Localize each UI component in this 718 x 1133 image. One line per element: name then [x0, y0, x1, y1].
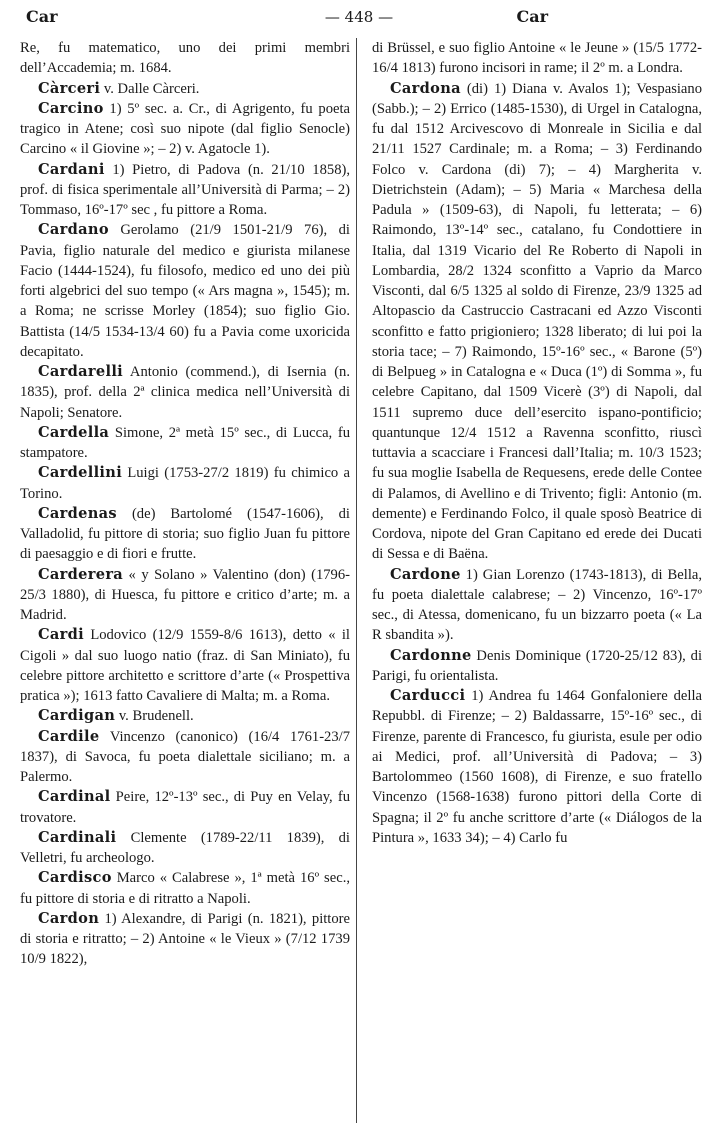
entry-headword: Cardinali — [38, 828, 117, 846]
entry-text: Simone, 2ª metà 15º sec., di Lucca, fu stampatore. — [20, 424, 350, 461]
entry-headword: Cardani — [38, 160, 105, 178]
running-head-right: Car — [516, 7, 548, 26]
entry-text: v. Dalle Càrceri. — [100, 80, 200, 97]
dictionary-entry — [372, 646, 702, 687]
dictionary-entry — [20, 99, 350, 160]
dictionary-entry — [372, 38, 702, 79]
entry-text: Re, fu matematico, uno dei primi membri dell’Accademia; m. 1684. — [20, 40, 350, 77]
entry-headword: Cardile — [38, 727, 100, 745]
dictionary-entry — [372, 686, 702, 848]
entry-text: Vincenzo (canonico) (16/4 1761-23/7 1837), di Savoca, fu poeta dialettale siciliano; m. a Palermo. — [20, 728, 350, 785]
entry-headword: Cardano — [38, 221, 109, 239]
right-column — [372, 38, 702, 848]
entry-text: Luigi (1753-27/2 1819) fu chimico a Torino. — [20, 465, 350, 502]
entry-headword: Cardigan — [38, 707, 116, 725]
entry-text: (de) Bartolomé (1547-1606), di Valladolid, fu pittore di storia; suo figlio Juan fu pittore di paesaggio e di fiori e frutte. — [20, 505, 350, 563]
entry-text: 1) Andrea fu 1464 Gonfaloniere della Repubbl. di Firenze; – 2) Baldassarre, 15º-16º sec., di Firenze, parente di Francesco, fu giurista, esule per odio ai Medici, prof. all’Università di Padova; – 3) Bartolommeo (1560 1608), di Firenze, e suo fratello Vincenzo (1568-1638) furono pittori della Corte di Spagna; il 2º fu anche scrittore d’arte (« Diálogos de la Pintura », 1633 34); – 4) Carlo fu — [372, 688, 702, 846]
dictionary-entry — [20, 38, 350, 79]
entry-headword: Carcino — [38, 99, 104, 117]
entry-text: v. Brudenell. — [115, 708, 194, 725]
entry-text: 1) 5º sec. a. Cr., di Agrigento, fu poeta tragico in Atene; così suo nipote (dal figlio Senocle) Carcino « il Giovine »; – 2) v. Agatocle 1). — [20, 100, 350, 158]
dictionary-entry — [20, 706, 350, 726]
entry-text: Marco « Calabrese », 1ª metà 16º sec., fu pittore di storia e di ritratto a Napoli. — [20, 870, 350, 907]
dictionary-entry — [20, 868, 350, 909]
entry-headword: Cardon — [38, 909, 100, 927]
dictionary-entry — [20, 362, 350, 423]
entry-headword: Carderera — [38, 565, 124, 583]
dictionary-entry — [20, 79, 350, 99]
dictionary-entry — [20, 160, 350, 221]
dictionary-entry — [20, 423, 350, 464]
entry-text: (di) 1) Diana v. Avalos 1); Vespasiano (Sabb.); – 2) Errico (1485-1530), di Urgel in Catalogna, fu dal 1512 Arcivescovo di Monreale in Sicilia e dal 21/11 1527 Cardinale; m. a Roma; – 3) Ferdinando Folco v. Cardona (di) 7); – 4) Margherita v. Dietrichstein (Adam); – 5) Maria « Marchesa della Padula » (1509-63), di Napoli, fu letterata; – 6) Raimondo, 13º-14º sec., catalano, fu Condottiere in Italia, dal 1319 Vicario del Re Roberto di Napoli in Lombardia, 28/2 1324 sconfitto a Vaprio da Marco Visconti, dal 6/5 1325 al soldo di Firenze, 23/9 1325 ad Altopascio da Castruccio Castracani ed Azzo Visconti sconfitto e fatto prigioniero; 1328 liberato; di lui poi la storia tace; – 7) Raimondo, 15º-16º sec., « Barone (5º) di Belpueg » in Catalogna e « Duca (1º) di Somma », fu celebre Capitano, dal 1509 Vicerè (3º) di Napoli, dal 1511 supremo duce dell’esercito ispano-pontificio; quantunque 12/4 1512 a Ravenna sconfitto, riuscì tuttavia a scacciare i Francesi dall’Italia; m. 10/3 1523; fu sua moglie Isabella de Requesens, erede delle Contee di Palamos, di Avellino e di Trivento; figli: Antonio (m. demente) e Ferdinando Folco, il quale sposò Beatrice di Cordova, nipote del Gran Capitano ed erede dei Ducati di Sessa e di Baëna. — [372, 80, 702, 563]
entry-text: Gerolamo (21/9 1501-21/9 76), di Pavia, figlio naturale del medico e giurista milanese Facio (1444-1524), fu filosofo, medico ed uno dei più forti algebrici del suo tempo (« Ars magna », 1545); m. a Roma; ne scrisse Morley (1854); suo figlio Gio. Battista (14/5 1534-13/4 60) fu a Pavia come uxoricida decapitato. — [20, 222, 350, 360]
entry-text: « y Solano » Valentino (don) (1796-25/3 1880), di Huesca, fu pittore e critico d’arte; m. a Madrid. — [20, 566, 350, 623]
dictionary-entry — [20, 787, 350, 828]
dictionary-entry — [20, 220, 350, 362]
entry-headword: Cardone — [390, 565, 461, 583]
dictionary-entry — [20, 565, 350, 626]
dictionary-entry — [20, 727, 350, 788]
column-divider — [356, 38, 357, 1123]
entry-text: Antonio (commend.), di Isernia (n. 1835), prof. della 2ª clinica medica nell’Università di Napoli; Senatore. — [20, 364, 350, 421]
dictionary-entry — [20, 504, 350, 565]
dictionary-entry — [20, 463, 350, 504]
entry-headword: Càrceri — [38, 79, 101, 97]
entry-headword: Carducci — [390, 687, 466, 704]
entry-text: Lodovico (12/9 1559-8/6 1613), detto « il Cigoli » dal suo luogo natio (fraz. di San Miniato), fu celebre pittore architetto e scrittore d’arte (« Prospettiva pratica »); 1613 fatto Cavaliere di Malta; m. a Roma. — [20, 627, 350, 704]
entry-headword: Cardisco — [38, 869, 112, 887]
running-head-left: Car — [26, 7, 58, 26]
entry-headword: Cardona — [390, 79, 461, 97]
entry-text: 1) Pietro, di Padova (n. 21/10 1858), prof. di fisica sperimentale all’Università di Parma; – 2) Tommaso, 16º-17º sec , fu pittore a Roma. — [20, 161, 350, 218]
entry-headword: Cardellini — [38, 464, 123, 482]
entry-headword: Cardarelli — [38, 363, 124, 380]
dictionary-entry — [20, 625, 350, 706]
running-head — [0, 4, 718, 32]
dictionary-entry — [372, 565, 702, 646]
entry-text: 1) Gian Lorenzo (1743-1813), di Bella, fu poeta dialettale calabrese; – 2) Vincenzo, 16º-17º sec., di Atessa, domenicano, fu un bizzarro poeta (« La R sbandita »). — [372, 566, 702, 644]
page-number: — 448 — — [324, 8, 394, 26]
entry-headword: Cardi — [38, 626, 85, 644]
entry-text: Clemente (1789-22/11 1839), di Velletri, fu archeologo. — [20, 829, 350, 866]
dictionary-entry — [372, 79, 702, 565]
entry-text: Peire, 12º-13º sec., di Puy en Velay, fu trovatore. — [20, 789, 350, 826]
left-column — [20, 38, 350, 970]
entry-text: di Brüssel, e suo figlio Antoine « le Jeune » (15/5 1772-16/4 1813) furono incisori in rame; il 2º m. a Londra. — [372, 40, 702, 77]
entry-text: 1) Alexandre, di Parigi (n. 1821), pittore di storia e ritratto; – 2) Antoine « le Vieux » (7/12 1739 10/9 1822), — [20, 910, 350, 968]
entry-text: Denis Dominique (1720-25/12 83), di Parigi, fu orientalista. — [372, 647, 702, 684]
entry-headword: Cardinal — [38, 788, 111, 806]
entry-headword: Cardenas — [38, 504, 117, 522]
dictionary-entry — [20, 828, 350, 869]
entry-headword: Cardella — [38, 423, 110, 441]
entry-headword: Cardonne — [390, 646, 472, 664]
dictionary-entry — [20, 909, 350, 970]
